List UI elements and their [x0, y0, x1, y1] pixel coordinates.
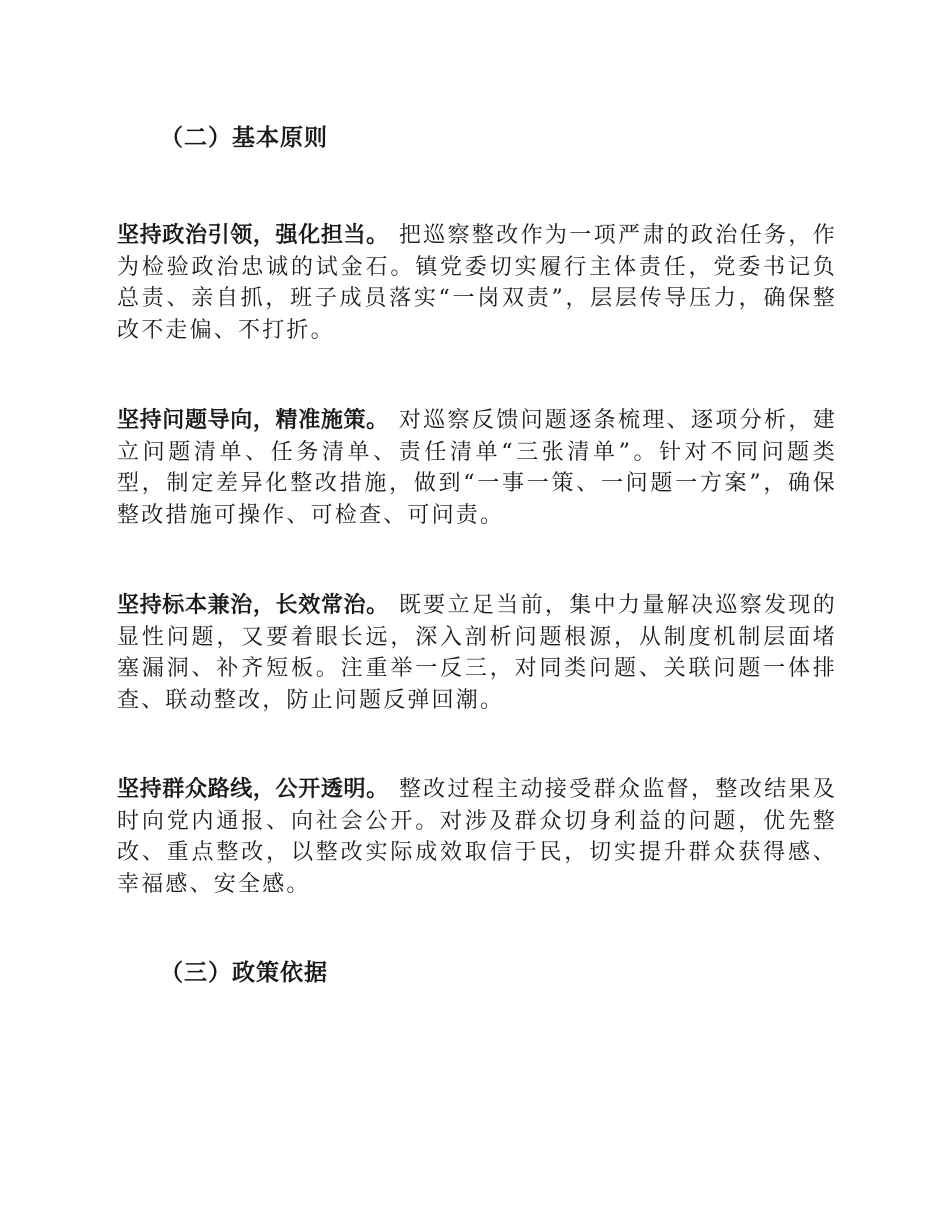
principle-paragraph-problem-oriented — [117, 405, 837, 531]
principle-paragraph-mass-line — [117, 774, 837, 900]
principle-paragraph-root-and-branch — [117, 590, 837, 716]
principle-body-text: 既要立足当前，集中力量解决巡察发现的显性问题，又要着眼长远，深入剖析问题根源，从制度机制层面堵塞漏洞、补齐短板。注重举一反三，对同类问题、关联问题一体排查、联动整改，防止问题反弹回潮。 — [117, 593, 837, 713]
section-heading-policy-basis: （三）政策依据 — [160, 959, 328, 986]
principle-lead-text: 坚持政治引领，强化担当。 — [117, 222, 389, 248]
principle-body-text: 把巡察整改作为一项严肃的政治任务，作为检验政治忠诚的试金石。镇党委切实履行主体责任，党委书记负总责、亲自抓，班子成员落实“一岗双责”，层层传导压力，确保整改不走偏、不打折。 — [117, 223, 837, 343]
principle-lead-text: 坚持问题导向，精准施策。 — [117, 407, 389, 433]
section-heading-basic-principles: （二）基本原则 — [160, 124, 328, 151]
principle-body-text: 对巡察反馈问题逐条梳理、逐项分析，建立问题清单、任务清单、责任清单“三张清单”。针对不同问题类型，制定差异化整改措施，做到“一事一策、一问题一方案”，确保整改措施可操作、可检查、可问责。 — [117, 408, 837, 528]
principle-body-text: 整改过程主动接受群众监督，整改结果及时向党内通报、向社会公开。对涉及群众切身利益的问题，优先整改、重点整改，以整改实际成效取信于民，切实提升群众获得感、幸福感、安全感。 — [117, 777, 837, 897]
principle-paragraph-political-leadership — [117, 220, 837, 346]
principle-lead-text: 坚持群众路线，公开透明。 — [117, 776, 389, 802]
principle-lead-text: 坚持标本兼治，长效常治。 — [117, 592, 389, 618]
